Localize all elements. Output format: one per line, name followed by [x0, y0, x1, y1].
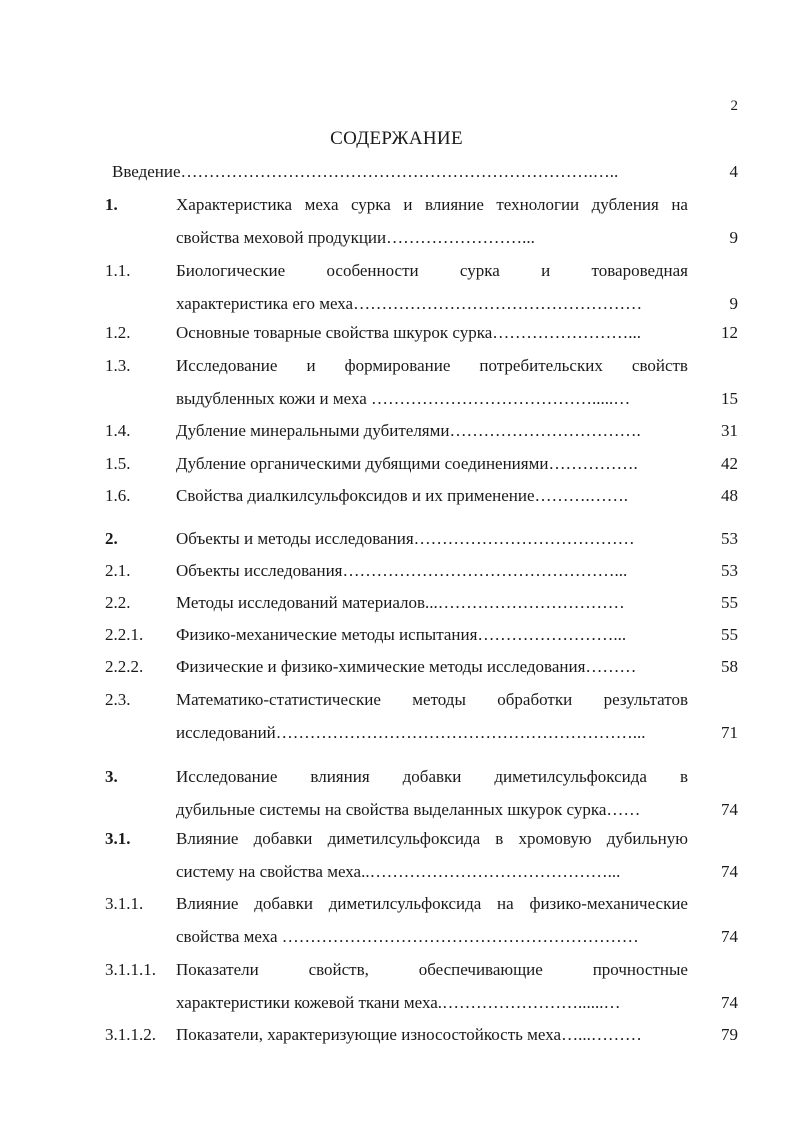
- toc-entry-title-line: Дубление минеральными дубителями…………………………….: [176, 421, 641, 440]
- toc-entry-title-line: Математико-статистические методы обработки результатов: [176, 690, 688, 709]
- toc-entry-title-line: дубильные системы на свойства выделанных шкурок сурка……: [176, 800, 641, 819]
- toc-entry-page: 53: [721, 529, 738, 548]
- toc-entry-page: 74: [721, 927, 738, 946]
- toc-entry-number: 2.2.2.: [105, 657, 144, 676]
- toc-entry-title-line: систему на свойства меха..……………………………………...: [176, 862, 621, 881]
- toc-entry-number: 2.2.1.: [105, 625, 144, 644]
- toc-entry-page: 42: [721, 454, 738, 473]
- toc-entry-title-line: Биологические особенности сурка и товароведная: [176, 261, 688, 280]
- toc-entry-page: 9: [729, 228, 738, 247]
- toc-entry-page: 55: [721, 593, 738, 612]
- toc-entry-number: 1.6.: [105, 486, 131, 505]
- toc-entry-page: 31: [721, 421, 738, 440]
- toc-entry-number: 3.1.1.: [105, 894, 144, 913]
- toc-entry-page: 55: [721, 625, 738, 644]
- toc-entry-title-line: свойства меховой продукции……………………...: [176, 228, 535, 247]
- toc-entry-number: 3.1.1.1.: [105, 960, 156, 979]
- toc-entry-page: 71: [721, 723, 738, 742]
- toc-entry-number: 3.1.1.2.: [105, 1025, 156, 1044]
- toc-entry-title-line: Методы исследований материалов...……………………………: [176, 593, 625, 612]
- toc-entry-title-line: Физико-механические методы испытания……………………...: [176, 625, 627, 644]
- toc-entry-number: 2.1.: [105, 561, 131, 580]
- toc-entry-page: 48: [721, 486, 738, 505]
- toc-entry-page: 74: [721, 993, 738, 1012]
- toc-entry-number: 1.5.: [105, 454, 131, 473]
- toc-entry-title-line: Исследование влияния добавки диметилсульфоксида в: [176, 767, 688, 786]
- toc-entry-number: 2.3.: [105, 690, 131, 709]
- toc-entry-title-line: Объекты исследования…………………………………………...: [176, 561, 628, 580]
- toc-entry-title-line: характеристика его меха……………………………………………: [176, 294, 643, 313]
- toc-entry-title-line: Характеристика меха сурка и влияние технологии дубления на: [176, 195, 688, 214]
- toc-entry-number: 1.3.: [105, 356, 131, 375]
- toc-entry-title-line: Свойства диалкилсульфоксидов и их применение……….…….: [176, 486, 628, 505]
- toc-entry-page: 15: [721, 389, 738, 408]
- toc-entry-title-line: характеристики кожевой ткани меха.……………………......…: [176, 993, 621, 1012]
- toc-entry-page: 79: [721, 1025, 738, 1044]
- toc-entry-number: 1.: [105, 195, 118, 214]
- toc-entry-title-line: Влияние добавки диметилсульфоксида на физико-механические: [176, 894, 688, 913]
- toc-intro-label: Введение……………………………………………………………….…..: [112, 162, 619, 181]
- page-number: 2: [730, 98, 738, 114]
- toc-entry-number: 3.: [105, 767, 118, 786]
- toc-entry-page: 58: [721, 657, 738, 676]
- toc-entry-title-line: Исследование и формирование потребительских свойств: [176, 356, 688, 375]
- page-title: СОДЕРЖАНИЕ: [330, 128, 463, 149]
- toc-entry-title-line: исследований………………………………………………………...: [176, 723, 646, 742]
- toc-entry-page: 74: [721, 862, 738, 881]
- toc-entry-title-line: свойства меха ………………………………………………………: [176, 927, 639, 946]
- toc-entry-title-line: Основные товарные свойства шкурок сурка……………………...: [176, 323, 641, 342]
- toc-entry-number: 1.1.: [105, 261, 131, 280]
- toc-entry-page: 53: [721, 561, 738, 580]
- toc-entry-title-line: Физические и физико-химические методы исследования………: [176, 657, 637, 676]
- toc-entry-number: 1.4.: [105, 421, 131, 440]
- toc-entry-title-line: Показатели свойств, обеспечивающие прочностные: [176, 960, 688, 979]
- toc-entry-title-line: Влияние добавки диметилсульфоксида в хромовую дубильную: [176, 829, 688, 848]
- toc-entry-title-line: Объекты и методы исследования…………………………………: [176, 529, 635, 548]
- toc-entry-number: 3.1.: [105, 829, 131, 848]
- toc-intro-page: 4: [729, 162, 738, 181]
- toc-entry-title-line: Дубление органическими дубящими соединениями…………….: [176, 454, 638, 473]
- toc-entry-title-line: Показатели, характеризующие износостойкость меха…...………: [176, 1025, 642, 1044]
- toc-entry-title-line: выдубленных кожи и меха ………………………………….....…: [176, 389, 631, 408]
- toc-entry-page: 74: [721, 800, 738, 819]
- toc-entry-number: 2.: [105, 529, 118, 548]
- toc-entry-number: 1.2.: [105, 323, 131, 342]
- toc-entry-page: 12: [721, 323, 738, 342]
- toc-entry-page: 9: [729, 294, 738, 313]
- toc-entry-number: 2.2.: [105, 593, 131, 612]
